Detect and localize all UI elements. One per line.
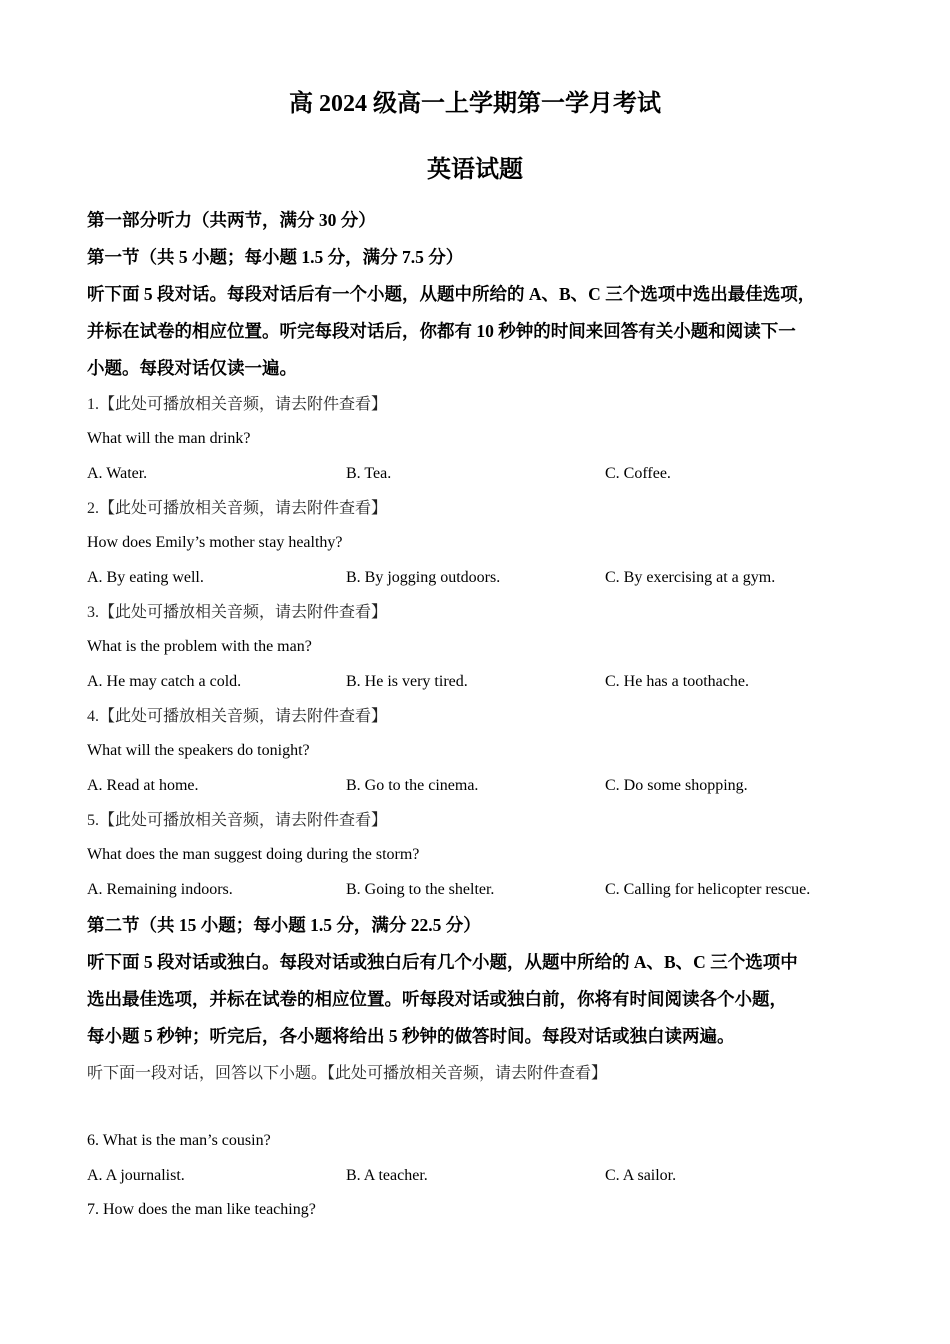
audio-note: 2.【此处可播放相关音频，请去附件查看】 [87,500,388,517]
section2-instruction-line: 听下面 5 段对话或独白。每段对话或独白后有几个小题，从题中所给的 A、B、C 三个选项中 [87,952,798,972]
option-a: A. Remaining indoors. [87,881,233,898]
question-text: What is the problem with the man? [87,638,312,655]
question-text: What will the speakers do tonight? [87,742,310,759]
option-a: A. Read at home. [87,777,199,794]
option-b: B. By jogging outdoors. [346,569,501,586]
audio-note: 听下面一段对话，回答以下小题。【此处可播放相关音频，请去附件查看】 [87,1065,608,1082]
option-c: C. Coffee. [605,465,671,482]
option-c: C. He has a toothache. [605,673,749,690]
section1-instruction-line: 小题。每段对话仅读一遍。 [87,358,297,378]
audio-note: 5.【此处可播放相关音频，请去附件查看】 [87,812,388,829]
option-c: C. A sailor. [605,1167,677,1184]
part1-heading: 第一部分听力（共两节，满分 30 分） [87,210,376,230]
option-a: A. Water. [87,465,148,482]
exam-title: 高 2024 级高一上学期第一学月考试 [289,91,661,117]
option-a: A. By eating well. [87,569,204,586]
option-b: B. Going to the shelter. [346,881,495,898]
option-b: B. He is very tired. [346,673,468,690]
option-b: B. Go to the cinema. [346,777,479,794]
question-text: How does Emily’s mother stay healthy? [87,534,343,551]
option-a: A. He may catch a cold. [87,673,242,690]
section1-instruction-line: 并标在试卷的相应位置。听完每段对话后，你都有 10 秒钟的时间来回答有关小题和阅读下一 [87,321,796,341]
audio-note: 4.【此处可播放相关音频，请去附件查看】 [87,708,388,725]
option-c: C. Calling for helicopter rescue. [605,881,811,898]
section1-instruction-line: 听下面 5 段对话。每段对话后有一个小题，从题中所给的 A、B、C 三个选项中选出最佳选项， [87,284,816,304]
exam-subtitle: 英语试题 [427,157,523,183]
section2-instruction-line: 选出最佳选项，并标在试卷的相应位置。听每段对话或独白前，你将有时间阅读各个小题， [87,989,787,1009]
question-text: What does the man suggest doing during the storm? [87,846,420,863]
option-c: C. By exercising at a gym. [605,569,776,586]
option-b: B. A teacher. [346,1167,428,1184]
option-a: A. A journalist. [87,1167,185,1184]
option-c: C. Do some shopping. [605,777,748,794]
audio-note: 1.【此处可播放相关音频，请去附件查看】 [87,396,388,413]
question-text: 7. How does the man like teaching? [87,1201,316,1218]
section2-heading: 第二节（共 15 小题；每小题 1.5 分，满分 22.5 分） [87,915,481,935]
section1-heading: 第一节（共 5 小题；每小题 1.5 分，满分 7.5 分） [87,247,464,267]
option-b: B. Tea. [346,465,392,482]
question-text: 6. What is the man’s cousin? [87,1132,271,1149]
audio-note: 3.【此处可播放相关音频，请去附件查看】 [87,604,388,621]
question-text: What will the man drink? [87,430,251,447]
section2-instruction-line: 每小题 5 秒钟；听完后，各小题将给出 5 秒钟的做答时间。每段对话或独白读两遍。 [87,1026,735,1046]
